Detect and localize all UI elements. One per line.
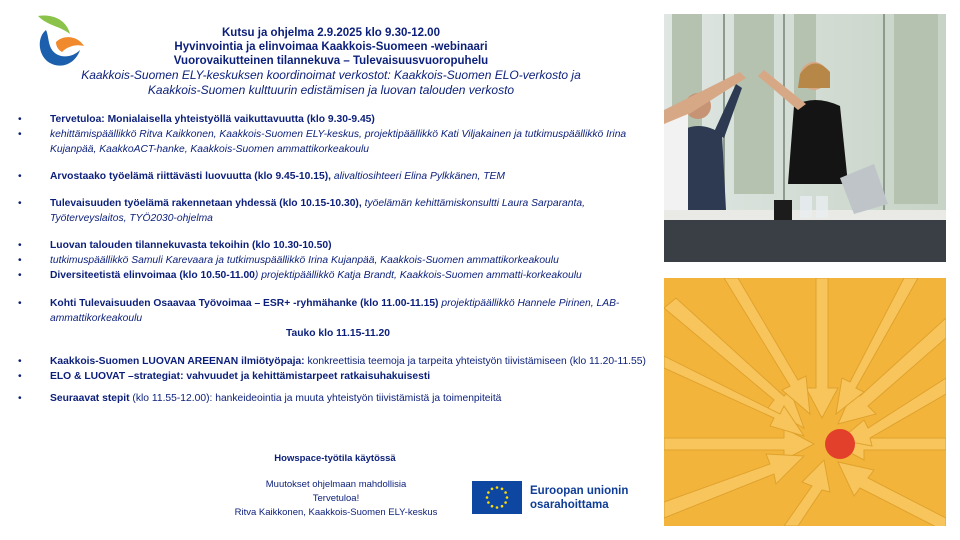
- agenda-item: • ELO & LUOVAT –strategiat: vahvuudet ja kehittämistarpeet ratkaisuhakuisesti: [18, 371, 431, 382]
- agenda-item: • tutkimuspäällikkö Samuli Karevaara ja tutkimuspäällikkö Irina Kujanpää, Kaakkois-Suomen ammattikorkeakoulu: [18, 255, 559, 266]
- office-teamwork-photo: [664, 14, 946, 262]
- changes-note: Muutokset ohjelmaan mahdollisia: [265, 479, 407, 490]
- agenda-item: • kehittämispäällikkö Ritva Kaikkonen, Kaakkois-Suomen ELY-keskus, projektipäällikkö Kati Viljakainen ja tutkimuspäällikkö Irina Kujanpää, KaakkoACT-hanke, Kaakkois-Suomen ammattikorkeakoulu: [18, 129, 627, 155]
- agenda-item: • Luovan talouden tilannekuvasta tekoihin (klo 10.30-10.50): [18, 240, 332, 251]
- eu-flag-icon: [472, 481, 522, 514]
- networks-line-2: Kaakkois-Suomen kulttuurin edistämisen ja luovan talouden verkosto: [147, 83, 515, 97]
- agenda-item: • Diversiteetistä elinvoimaa (klo 10.50-11.00) projektipäällikkö Katja Brandt, Kaakkois-Suomen ammatti-korkeakoulu: [18, 270, 582, 281]
- webinar-title: Hyvinvointia ja elinvoimaa Kaakkois-Suomeen -webinaari: [174, 41, 488, 53]
- webinar-subtitle: Vuorovaikutteinen tilannekuva – Tulevaisuusvuoropuhelu: [173, 55, 489, 67]
- agenda-list: [18, 112, 648, 406]
- event-date-title: Kutsu ja ohjelma 2.9.2025 klo 9.30-12.00: [222, 27, 440, 39]
- agenda-item: • Kohti Tulevaisuuden Osaavaa Työvoimaa – ESR+ -ryhmähanke (klo 11.00-11.15) projektipäällikkö Hannele Pirinen, LAB-ammattikorkeakoulu: [18, 298, 620, 324]
- agenda-item: • Arvostaako työelämä riittävästi luovuutta (klo 9.45-10.15), alivaltiosihteeri Elina Pylkkänen, TEM: [18, 171, 505, 182]
- eu-cofunding-logo: [472, 481, 628, 514]
- howspace-note: Howspace-työtila käytössä: [274, 453, 396, 464]
- eu-text-line-2: osarahoittama: [530, 498, 609, 511]
- agenda-item: • Tervetuloa: Monialaisella yhteistyöllä vaikuttavuutta (klo 9.30-9.45): [18, 114, 375, 125]
- footer-note: [206, 478, 466, 520]
- break-time: Tauko klo 11.15-11.20: [286, 328, 390, 339]
- agenda-item: • Tulevaisuuden työelämä rakennetaan yhdessä (klo 10.15-10.30), työelämän kehittämiskonsultti Laura Sarparanta, Työterveyslaitos, TYÖ2030-ohjelma: [18, 198, 585, 224]
- agenda-item: • Kaakkois-Suomen LUOVAN AREENAN ilmiötyöpaja: konkreettisia teemoja ja tarpeita yhteistyön tiivistämiseen (klo 11.20-11.55): [18, 356, 646, 367]
- organizer-signature: Ritva Kaikkonen, Kaakkois-Suomen ELY-keskus: [234, 507, 438, 518]
- welcome-text: Tervetuloa!: [312, 493, 360, 504]
- eu-text-line-1: Euroopan unionin: [530, 484, 629, 497]
- invitation-header: [20, 26, 642, 98]
- agenda-item: • Seuraavat stepit (klo 11.55-12.00): hankeideointia ja muuta yhteistyön tiivistämistä ja toimenpiteitä: [18, 393, 502, 404]
- converging-arrows-image: [664, 278, 946, 526]
- networks-line-1: Kaakkois-Suomen ELY-keskuksen koordinoimat verkostot: Kaakkois-Suomen ELO-verkosto ja: [81, 68, 581, 82]
